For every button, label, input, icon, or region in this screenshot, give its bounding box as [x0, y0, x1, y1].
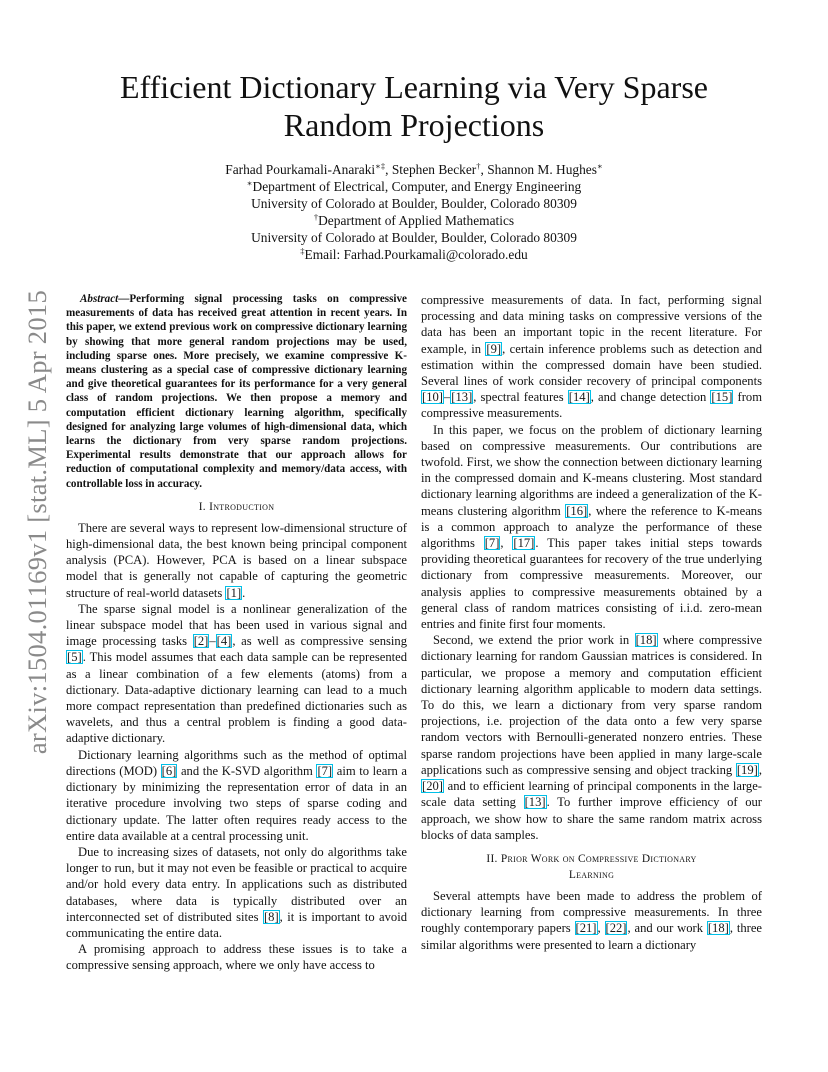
affiliation-2: [0, 212, 828, 229]
right-paragraph-3: [421, 632, 762, 843]
citation-link[interactable]: [5]: [67, 650, 82, 665]
affiliation-1-name: Department of Electrical, Computer, and Energy Engineering: [252, 179, 582, 194]
paragraph-text: aim to learn a dictionary by minimizing the representation error of data in an iterative procedure involving two steps of sparse coding and dictionary update. The latter often requires ready access to the entire data available at a central processing unit.: [66, 763, 408, 843]
affiliation-2-name: Department of Applied Mathematics: [318, 213, 515, 228]
email-mark: ‡: [300, 246, 305, 256]
section-heading-introduction: [66, 499, 407, 515]
citation-link[interactable]: [21]: [575, 921, 597, 936]
paragraph-text: , and our work: [627, 921, 707, 936]
citation-link[interactable]: [6]: [161, 763, 177, 778]
paragraph-text: ,: [500, 536, 513, 551]
author-separator: ,: [385, 162, 392, 177]
paragraph-text: , and change detection: [590, 390, 711, 405]
paragraph-text: , spectral features: [473, 390, 568, 405]
paragraph-text: ,: [758, 762, 762, 777]
author-3: Shannon M. Hughes: [487, 162, 597, 177]
author-separator: ,: [480, 162, 488, 177]
paragraph-text: ,: [597, 921, 605, 936]
abstract-label: Abstract: [80, 293, 119, 305]
affiliation-2-location: University of Colorado at Boulder, Boulder, Colorado 80309: [251, 230, 577, 245]
paragraph-text: , it is important to avoid communicating the entire data.: [66, 909, 408, 940]
citation-link[interactable]: [17]: [513, 536, 535, 551]
section-title-continued: Learning: [568, 868, 615, 881]
citation-link[interactable]: [18]: [635, 633, 657, 648]
left-column: [66, 292, 407, 974]
right-paragraph-4: [421, 888, 762, 953]
author-1-marks: ∗‡: [375, 161, 386, 171]
intro-paragraph-5: A promising approach to address these issues is to take a compressive sensing approach, where we only have access to: [66, 942, 407, 973]
paper-title: [0, 68, 828, 144]
citation-link[interactable]: [2]: [193, 634, 209, 649]
paragraph-text: .: [242, 585, 246, 600]
author-block: [0, 161, 828, 263]
paragraph-text: Second, we extend the prior work in: [433, 633, 635, 648]
paragraph-text: where compressive dictionary learning for random Gaussian matrices is considered. In particular, we propose a memory and computation efficient dictionary learning algorithm applicable to modern data settings. To do this, we learn a dictionary from very sparse random projections, i.e. projection of the data onto a few very sparse random vectors with Bernoulli-generated nonzero entries. These sparse random projections have been applied in many large-scale applications such as compressive sensing and object tracking: [421, 633, 763, 777]
email-line: [0, 246, 828, 263]
intro-paragraph-2: [66, 601, 407, 747]
paragraph-text: In this paper, we focus on the problem of dictionary learning based on compressive measurements. Our contributions are twofold. First, we show the connection between dictionary learning in the compressed domain and K-means clustering. Most standard dictionary learning algorithms are indeed a generalization of the K-means clustering algorithm: [421, 422, 762, 518]
intro-paragraph-3: [66, 747, 407, 844]
affiliation-1-location: University of Colorado at Boulder, Boulder, Colorado 80309: [251, 196, 577, 211]
paragraph-text: compressive measurements of data. In fact, performing signal processing and data mining tasks on compressive versions of the data has been an important topic in the recent literature. For example, in: [421, 293, 762, 356]
affiliation-1-mark: ∗: [246, 178, 253, 188]
paragraph-text: There are several ways to represent low-dimensional structure of high-dimensional data, the best known being principal component analysis (PCA). However, PCA is based on a linear subspace model that is generally not capable of capturing the geometric structure of real-world datasets: [66, 520, 407, 600]
paragraph-text: Dictionary learning algorithms such as the method of optimal directions (MOD): [66, 747, 407, 778]
affiliation-2-mark: †: [313, 212, 319, 222]
email-address: Email: Farhad.Pourkamali@colorado.edu: [304, 247, 528, 262]
right-paragraph-1: [421, 292, 762, 422]
paragraph-text: , as well as compressive sensing: [232, 634, 407, 649]
section-heading-prior-work: [421, 851, 762, 883]
intro-paragraph-4: [66, 844, 407, 941]
citation-link[interactable]: [10]: [422, 390, 443, 405]
paragraph-text: from compressive measurements.: [421, 390, 762, 421]
paragraph-text: , certain inference problems such as detection and estimation within the compressed domain have been studied. Several lines of work consider recovery of principal components: [421, 341, 762, 389]
paragraph-text: and the K-SVD algorithm: [177, 763, 317, 778]
paragraph-text: –: [209, 634, 216, 649]
author-1: Farhad Pourkamali-Anaraki: [225, 162, 376, 177]
section-title: Prior Work on Compressive Dictionary: [500, 852, 697, 865]
author-3-marks: ∗: [596, 161, 603, 171]
section-number: II.: [486, 852, 501, 865]
paragraph-text: –: [443, 390, 451, 405]
affiliation-1: [0, 178, 828, 195]
author-2-marks: †: [476, 161, 481, 171]
abstract-text: —Performing signal processing tasks on compressive measurements of data has received great attention in recent years. In this paper, we extend previous work on compressive dictionary learning by showing that more general random projections may be used, including sparse ones. More precisely, we examine compressive K-means clustering as a special case of compressive dictionary learning and give theoretical guarantees for its performance for a very general class of random projections. We then propose a memory and computation efficient dictionary learning algorithm, specifically designed for analyzing large volumes of high-dimensional data, which learns the dictionary from very sparse random projections. Experimental results demonstrate that our approach allows for reduction of computational complexity and memory/data access, with controllable loss in accuracy.: [66, 293, 407, 490]
section-number: I.: [198, 500, 210, 513]
citation-link[interactable]: [22]: [605, 921, 627, 936]
citation-link[interactable]: [13]: [451, 390, 473, 405]
paragraph-text: , where the reference to K-means is a common approach to analyze the performance of these algorithms: [421, 503, 762, 551]
citation-link[interactable]: [16]: [566, 503, 588, 518]
paragraph-text: Due to increasing sizes of datasets, not only do algorithms take longer to run, but it may not even be feasible or practical to acquire and/or hold every data entry. In applications such as distributed databases, where data is typically distributed over an interconnected set of distributed sites: [66, 844, 407, 924]
citation-link[interactable]: [15]: [711, 390, 733, 405]
citation-link[interactable]: [4]: [216, 634, 232, 649]
paragraph-text: Several attempts have been made to address the problem of dictionary learning from compressive measurements. In three roughly contemporary papers: [421, 888, 762, 936]
section-title: Introduction: [209, 500, 275, 513]
citation-link[interactable]: [19]: [736, 762, 758, 777]
title-line-2: Random Projections: [283, 107, 545, 143]
paragraph-text: . This model assumes that each data sample can be represented as a linear combination of a few elements (atoms) from a dictionary. Data-adaptive dictionary learning can lead to a much more compact representation than predefined dictionaries such as wavelets, and thus a central problem is finding a good data-adaptive dictionary.: [66, 650, 407, 746]
author-list: [0, 161, 828, 178]
right-column: [421, 292, 762, 953]
author-2: Stephen Becker: [391, 162, 477, 177]
title-line-1: Efficient Dictionary Learning via Very Sparse: [120, 69, 708, 105]
abstract: [66, 292, 407, 491]
paragraph-text: and to efficient learning of principal components in the large-scale data setting: [421, 779, 762, 810]
citation-link[interactable]: [7]: [317, 763, 333, 778]
citation-link[interactable]: [8]: [263, 909, 279, 924]
citation-link[interactable]: [1]: [226, 585, 242, 600]
citation-link[interactable]: [9]: [486, 341, 502, 356]
citation-link[interactable]: [18]: [707, 921, 729, 936]
right-paragraph-2: [421, 422, 762, 633]
paragraph-text: The sparse signal model is a nonlinear generalization of the linear subspace model that has been used in various signal and image processing tasks: [66, 601, 407, 649]
citation-link[interactable]: [20]: [422, 779, 443, 794]
arxiv-sidebar-stamp: arXiv:1504.01169v1 [stat.ML] 5 Apr 2015: [22, 290, 52, 755]
citation-link[interactable]: [7]: [484, 536, 500, 551]
paragraph-text: . This paper takes initial steps towards providing theoretical guarantees for recovery of the true underlying dictionary from compressive measurements. Moreover, our analysis applies to compressive measurements obtained by a general class of random matrices consisting of i.i.d. zero-mean entries and finite first four moments.: [421, 536, 762, 632]
paragraph-text: , three similar algorithms were presented to learn a dictionary: [421, 921, 763, 952]
paragraph-text: . To further improve efficiency of our approach, we show how to share the same random matrix across blocks of data samples.: [421, 795, 763, 842]
intro-paragraph-1: [66, 520, 407, 601]
citation-link[interactable]: [14]: [568, 390, 590, 405]
citation-link[interactable]: [13]: [524, 795, 546, 810]
